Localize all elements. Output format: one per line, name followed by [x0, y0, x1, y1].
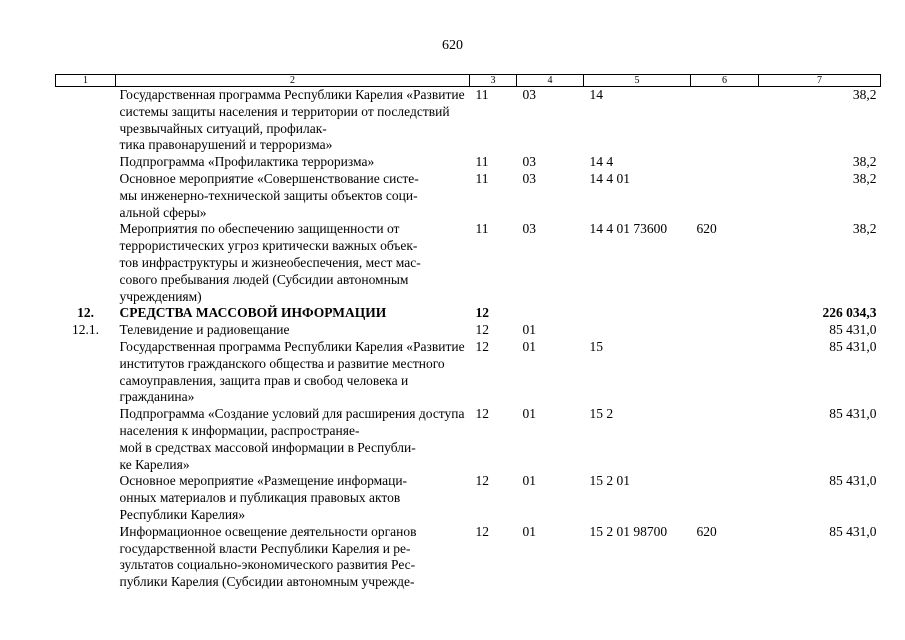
amount: 85 431,0: [829, 338, 877, 354]
section-code: 12: [475, 473, 489, 489]
target-article-code: 14 4 01 73600: [589, 221, 668, 237]
page-number: 620: [442, 38, 463, 53]
column-number: 5: [584, 75, 691, 87]
column-number-row: [56, 75, 881, 87]
column-number: 6: [691, 75, 759, 87]
amount: 38,2: [852, 221, 877, 237]
subsection-code: 01: [522, 322, 536, 338]
expense-type-code: [691, 171, 759, 221]
subsection-code: 03: [522, 87, 536, 102]
table-row: [56, 221, 881, 305]
table-row: [56, 87, 881, 155]
row-name: Телевидение и радиовещание: [119, 322, 290, 338]
row-name: Подпрограмма «Профилактика терроризма»: [119, 154, 375, 170]
amount: 226 034,3: [822, 305, 877, 321]
table-row: [56, 154, 881, 171]
expense-type-code: [691, 322, 759, 339]
row-name: Государственная программа Республики Карелия «Развитие институтов гражданского общества и развитие местного самоуправления, защита прав и свобод человека и гражданина»: [119, 338, 465, 405]
row-number: [56, 87, 116, 155]
amount: 38,2: [852, 87, 877, 102]
row-name: Информационное освещение деятельности органов государственной власти Республики Карелия и ре- зультатов социально-экономического развития Рес- публики Карелия (Субсидии автономным учрежде-: [119, 523, 417, 590]
section-code: 12: [475, 523, 489, 539]
row-number: 12.: [77, 305, 94, 321]
section-code: 12: [475, 338, 489, 354]
subsection-code: 01: [522, 473, 536, 489]
expense-type-code: [691, 473, 759, 523]
expense-type-code: [691, 406, 759, 473]
table-row: [56, 171, 881, 221]
subsection-code: 01: [522, 406, 536, 422]
budget-table: [55, 74, 881, 591]
target-article-code: [584, 322, 691, 339]
column-number: 4: [517, 75, 584, 87]
amount: 85 431,0: [829, 322, 877, 338]
row-name: Подпрограмма «Создание условий для расширения доступа населения к информации, распространяе- мой в средствах массовой информации в Республи- ке Карелия»: [119, 406, 465, 472]
target-article-code: 14: [589, 87, 603, 102]
row-name: Мероприятия по обеспечению защищенности от террористических угроз критически важных объек- тов инфраструктуры и жизнеобеспечения, мест мас- сового пребывания людей (Субсидии автономным учреждениям): [119, 221, 421, 304]
table-row: [56, 473, 881, 523]
column-number: 1: [56, 75, 116, 87]
column-number: 3: [470, 75, 517, 87]
subsection-code: 03: [522, 154, 536, 170]
target-article-code: 15 2: [589, 406, 614, 422]
section-code: 12: [475, 322, 489, 338]
target-article-code: 15 2 01: [589, 473, 630, 489]
table-row: [56, 406, 881, 473]
row-name: Основное мероприятие «Размещение информаци- онных материалов и публикация правовых актов Республики Карелия»: [119, 473, 408, 522]
amount: 85 431,0: [829, 523, 877, 539]
row-name: Государственная программа Республики Карелия «Развитие системы защиты населения и территории от последствий чрезвычайных ситуаций, профилак- тика правонарушений и терроризма»: [119, 87, 465, 153]
expense-type-code: [691, 339, 759, 406]
subsection-code: 01: [522, 523, 536, 539]
section-code: 12: [475, 406, 489, 422]
table-row: [56, 524, 881, 591]
subsection-code: 03: [522, 170, 536, 186]
row-number: [56, 406, 116, 473]
expense-type-code: [691, 154, 759, 171]
expense-type-code: 620: [696, 523, 717, 539]
amount: 38,2: [852, 170, 877, 186]
row-name: СРЕДСТВА МАССОВОЙ ИНФОРМАЦИИ: [119, 305, 387, 321]
section-code: 11: [475, 87, 489, 102]
expense-type-code: [691, 305, 759, 322]
subsection-code: 01: [522, 338, 536, 354]
row-number: [56, 171, 116, 221]
row-number: [56, 221, 116, 305]
target-article-code: 15 2 01 98700: [589, 523, 668, 539]
row-number: 12.1.: [72, 322, 99, 338]
row-number: [56, 524, 116, 591]
amount: 85 431,0: [829, 473, 877, 489]
section-code: 11: [475, 170, 489, 186]
expense-type-code: [691, 87, 759, 155]
row-number: [56, 339, 116, 406]
table-body: [56, 87, 881, 591]
row-number: [56, 154, 116, 171]
table-row-section-total: [56, 305, 881, 322]
target-article-code: 15: [589, 338, 603, 354]
amount: 85 431,0: [829, 406, 877, 422]
target-article-code: [584, 305, 691, 322]
section-code: 11: [475, 221, 489, 237]
row-name: Основное мероприятие «Совершенствование систе- мы инженерно-технической защиты объектов соци- альной сферы»: [119, 170, 419, 220]
table-row: [56, 339, 881, 406]
amount: 38,2: [852, 154, 877, 170]
section-code: 12: [475, 305, 489, 321]
target-article-code: 14 4 01: [589, 170, 630, 186]
expense-type-code: 620: [696, 221, 717, 237]
subsection-code: 03: [522, 221, 536, 237]
subsection-code: [517, 305, 584, 322]
column-number: 7: [759, 75, 881, 87]
table-row: [56, 322, 881, 339]
column-number: 2: [116, 75, 470, 87]
section-code: 11: [475, 154, 489, 170]
target-article-code: 14 4: [589, 154, 614, 170]
row-number: [56, 473, 116, 523]
